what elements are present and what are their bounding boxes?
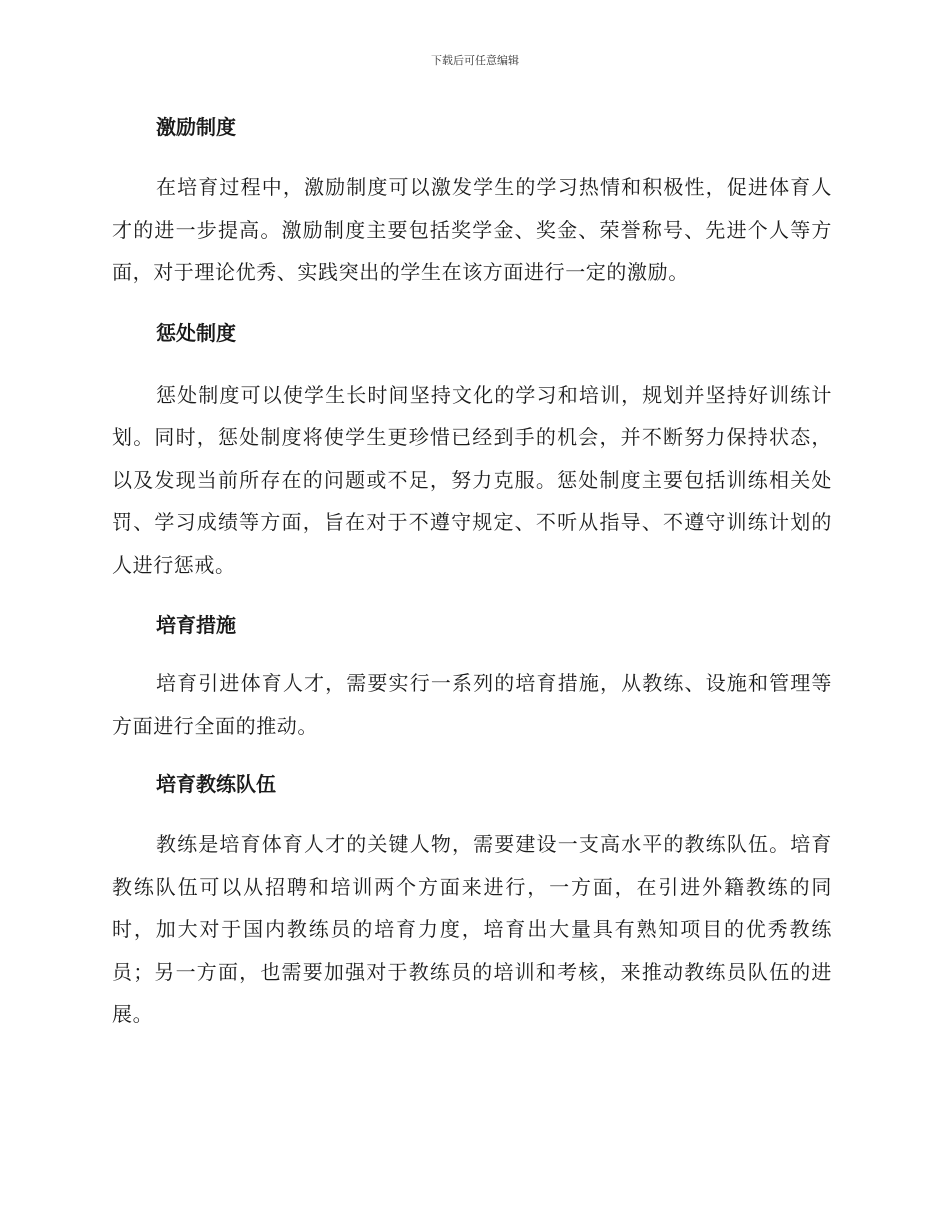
section-paragraph-punishment-system: 惩处制度可以使学生长时间坚持文化的学习和培训，规划并坚持好训练计划。同时，惩处制度将使学生更珍惜已经到手的机会，并不断努力保持状态，以及发现当前所存在的问题或不足，努力克服。惩处制度主要包括训练相关处罚、学习成绩等方面，旨在对于不遵守规定、不听从指导、不遵守训练计划的人进行惩戒。 — [112, 382, 832, 577]
section-paragraph-cultivation-measures: 培育引进体育人才，需要实行一系列的培育措施，从教练、设施和管理等方面进行全面的推动。 — [112, 671, 832, 738]
section-heading-punishment-system: 惩处制度 — [156, 320, 236, 345]
page-header: 下载后可任意编辑 — [431, 54, 519, 67]
section-paragraph-incentive-system: 在培育过程中，激励制度可以激发学生的学习热情和积极性，促进体育人才的进一步提高。激励制度主要包括奖学金、奖金、荣誉称号、先进个人等方面，对于理论优秀、实践突出的学生在该方面进行一定的激励。 — [112, 175, 832, 284]
section-heading-incentive-system: 激励制度 — [156, 115, 236, 139]
section-paragraph-coaching-team: 教练是培育体育人才的关键人物，需要建设一支高水平的教练队伍。培育教练队伍可以从招聘和培训两个方面来进行，一方面，在引进外籍教练的同时，加大对于国内教练员的培育力度，培育出大量具有熟知项目的优秀教练员；另一方面，也需要加强对于教练员的培训和考核，来推动教练员队伍的进展。 — [112, 832, 832, 1026]
section-heading-coaching-team: 培育教练队伍 — [156, 772, 276, 796]
section-heading-cultivation-measures: 培育措施 — [156, 613, 236, 637]
document-body — [112, 106, 832, 1036]
